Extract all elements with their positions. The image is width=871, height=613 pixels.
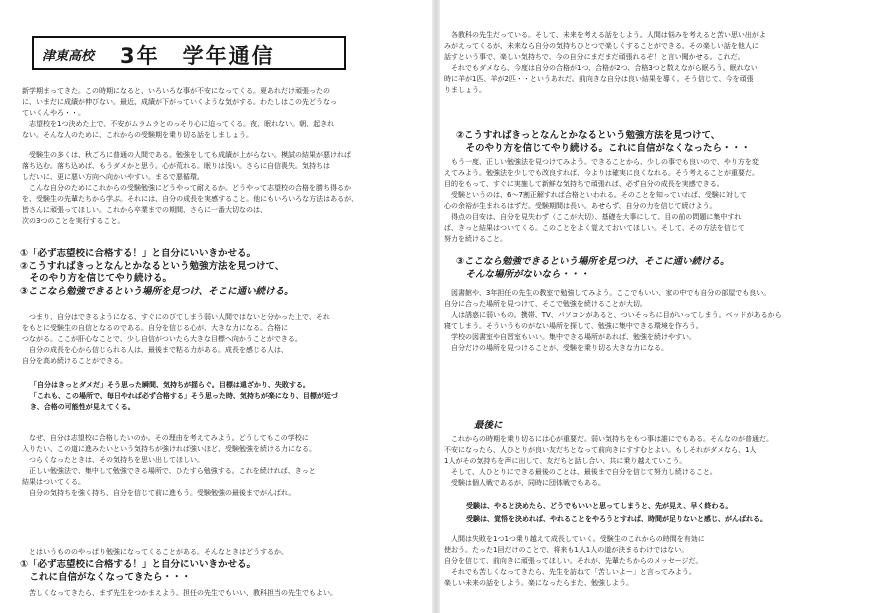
key-points: ①「必ず志望校に合格する！」と自分にいいきかせる。 ②こうすればきっとなんとかなるという勉強方法を見つけて、 そのやり方を信じてやり続ける。 ③ここなら勉強できるという場所を見つけ、そこに通い続ける。: [20, 248, 294, 297]
right-paragraph-3: 図書館や、3年担任の先生の教室で勉強してみよう。ここでもいい、家の中でも自分の部屋でも良い。 自分に合った場所を見つけて、そこで勉強を続けることが大切。 人は誘惑に弱いもの。携帯、TV、パソコンがあると、ついそっちに目がいってしまう。ベッドがあるから 寝てしまう。そういうものがない場所を探して、勉強に集中できる環境を作ろう。 学校の図書室や自習室もいい。集中できる場所があれば、勉強を続けやすい。 自分だけの場所を見つけることが、受験を乗り切る大きな力になる。: [444, 289, 782, 352]
closing-heading: 最後に: [474, 420, 503, 431]
point-3-heading: ③ここなら勉強できるという場所を見つけ、そこに通い続ける。 そんな場所がないなら・・・: [456, 256, 730, 280]
right-top-paragraph: 各教科の先生だっている。そして、未来を考える話をしよう。人間は悩みを考えると苦い思い出がよ みがえってくるが、未来なら自分の気持ちひとつで楽しくすることができる。その楽しい話を他人に 話すという事で、楽しい気持ちで、今の自分にまだまだ頑張れるぞ！と言い聞かせる。これだ。 それでもダメなら、今度は自分の合格が1つ、合格が2つ、合格3つと数えながら眠ろう。眠れない 時に羊が1匹、羊が2匹・・というあれだ。前向きな自分は良い結果を導く。そう信じて、今を頑張 りましょう。: [444, 31, 766, 94]
paragraph-3: つまり、自分はできるようになる、すぐにのびてしまう弱い人間ではないと分かった上で、それ をもとに受験生の自信となるのである。自分を信じる心が、大きな力になる。合格に つながる。ここが肝心なことで、少し自信がついたら大きな目標へ向かうことができる。 自分の成長を心から信じられる人は、最後まで粘る力がある。成長を感じる人は、 自分を高め続けることができる。: [22, 313, 330, 365]
right-paragraph-2: もう一度、正しい勉強法を見つけてみよう。できることから、少しの事でも良いので、やり方を変 えてみよう。勉強法を少しでも改良すれば、今よりは確実に良くなれる。そう考えることが重要だ。 目的をもって、すぐに実施して新鮮な気持ちで頑張れば、必ず自分の成長を実感できる。 受験というのは、6〜7割正解すれば合格といわれる。そのことを知っていれば、受験に対して 心の余裕が生まれるはずだ。受験期間は長い。あせらず、自分の力を信じて続けよう。 得点の目安は、自分を見失わず（ここが大切）、基礎を大事にして、目の前の問題に集中すれ ば、きっと結果はついてくる。このことをよく覚えておいてほしい。そして、その方法を信じて 努力を続けること。: [444, 158, 759, 243]
quote-block: 「自分はきっとダメだ」そう思った瞬間、気持ちが揺らぐ。目標は遠ざかり、失敗する。 「これも、この場所で、毎日やれば必ず合格する」そう思った時、気持ちが楽になり、目標が近づ き、合格の可能性が見えてくる。: [30, 381, 338, 411]
final-paragraph: 人間は失敗を1つ1つ乗り越えて成長していく。受験生のこれからの時間を有効に 使おう。たった1回だけのことで、将来も1人1人の道が決まるわけではない。 自分を信じて、前向きに頑張ってほしい。それが、先輩たちからのメッセージだ。 それでも苦しくなってきたら、先生を訪ねて「苦しいよー」と言ってみよう。 楽しい未来の話をしよう。楽になったらまた、勉強しよう。: [444, 535, 705, 587]
closing-paragraph: これからの時期を乗り切るには心が重要だ。弱い気持ちをもつ事は誰にでもある。そんなのが普通だ。 不安になったら、人ひとりが良い友だちとなって前向きにすすむとよい。もしそれがダメなら、1人 1人がその気持ちを声に出して、友だちと話し合い、共に乗り越えていこう。 そして、人ひとりにできる最後のことは、最後まで自分を信じて努力し続けること。 受験は個人戦であるが、同時に団体戦でもある。: [444, 435, 773, 487]
point-1-repeat: ①「必ず志望校に合格する！」と自分にいいきかせる。 これに自信がなくなってきたら・・・: [20, 559, 257, 583]
newsletter-title-box: [32, 36, 346, 70]
paragraph-4: なぜ、自分は志望校に合格したいのか。その理由を考えてみよう。どうしてもこの学校に 入りたい、この道に進みたいという気持ちが強ければ強いほど、受験勉強を続ける力になる。 つらくなったときは、その気持ちを思い出してほしい。 正しい勉強法で、集中して勉強できる場所で、ひたすら勉強する。これを続ければ、きっと 結果はついてくる。 自分の気持ちを強く持ち、自分を信じて前に進もう。受験勉強の最後までがんばれ。: [22, 434, 316, 497]
school-name: 津東高校: [42, 49, 95, 64]
intro-paragraph: 新学期まってきた。この時期になると、いろいろな事が不安になってくる。夏あれだけ頑張ったの に、いまだに成績が伸びない。最近、成績が下がっていくような気がする。わたしはこの先どうなっ ていくんやろ・・。 志望校を1つ決めた上で、不安がムラムラとのっそり心に迫ってくる。夜、眠れない。朝、起きれ ない。そんな人のために、これからの受験期を乗り切る話をしましょう。: [22, 87, 337, 139]
point-2-heading: ②こうすればきっとなんとかなるという勉強方法を見つけて、 そのやり方を信じてやり続ける。これに自信がなくなったら・・・: [456, 130, 751, 154]
bottom-paragraph: 苦しくなってきたら、まず先生をつかまえよう。担任の先生でもいい、教科担当の先生でもよい。: [22, 589, 337, 597]
newsletter-title: 3年 学年通信: [120, 44, 275, 68]
paragraph-5: とはいうもののやっぱり勉強になってくることがある。そんなときはどうするか。: [22, 548, 288, 556]
closing-bold-statement: 受験は、やると決めたら、どうでもいいと思ってしまうと、先が見え、早く終わる。 受験は、覚悟を決めれば、やれることをやろうとすれば、時間が足りないと感じ、がんばれる。: [466, 502, 767, 523]
right-page: [436, 0, 871, 613]
paragraph-2: 受験生の多くは、秋ごろに普通の人間である。勉強をしても成績が上がらない。模試の結果が悪ければ 落ち込む。落ち込めば、もうダメかと思う。心が荒れる。眠りは浅い。さらに自信喪失。気持ちは しだいに、更に悪い方向へ向かいやすい。まるで悪循環。 こんな自分のためにこれからの受験勉強にどうやって耐えるか。どうやって志望校の合格を勝ち得るか を、受験生の先輩たちから学ぶ。それには、自分の成長を実感すること。他にもいろいろな方法はあるが、 皆さんに頑張ってほしい。これから卒業までの期間、さらに一番大切なのは、 次の3つのことを実行すること。: [22, 151, 359, 225]
